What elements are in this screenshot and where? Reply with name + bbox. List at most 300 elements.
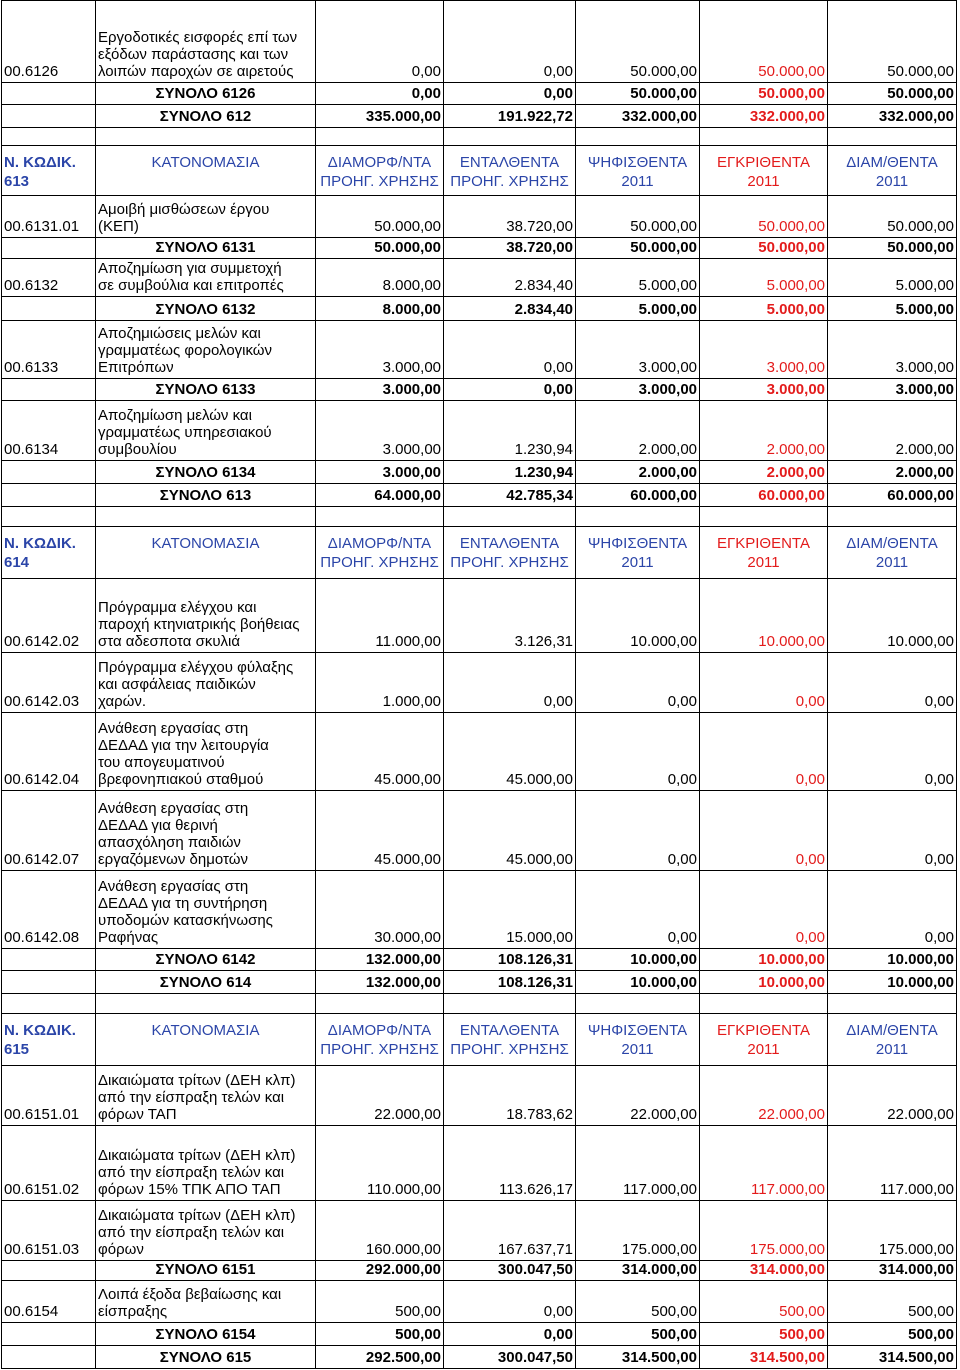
amended-prev-year-value: 3.000,00	[382, 381, 441, 398]
section-code: 613	[4, 173, 30, 190]
account-code-text: 00.6151.02	[4, 1181, 80, 1198]
voted-2011-cell	[576, 1281, 700, 1323]
paid-prev-year-cell	[444, 297, 576, 321]
approved-2011-cell	[700, 259, 828, 297]
voted-2011-value: 314.000,00	[621, 1261, 697, 1278]
description	[96, 579, 316, 653]
approved-2011-value: 0,00	[795, 693, 825, 710]
amended-prev-year-value: 11.000,00	[375, 633, 441, 650]
account-code-text: 00.6142.03	[4, 693, 80, 710]
total-label-text: ΣΥΝΟΛΟ 612	[159, 108, 252, 125]
amended-2011-value: 50.000,00	[887, 239, 954, 256]
total-label	[96, 461, 316, 484]
voted-2011-value: 50.000,00	[630, 218, 697, 235]
voted-2011-cell	[576, 83, 700, 105]
description-line: εξόδων παράστασης και των	[98, 46, 289, 63]
description-line: απασχόληση παιδιών	[98, 834, 241, 851]
column-header-code	[2, 1014, 96, 1066]
empty-cell	[2, 1261, 96, 1281]
paid-prev-year-value: 1.230,94	[514, 464, 573, 481]
voted-2011-cell	[576, 297, 700, 321]
column-subtitle: 2011	[747, 1041, 780, 1058]
voted-2011-cell	[576, 871, 700, 949]
voted-2011-value: 332.000,00	[621, 108, 697, 125]
amended-2011-cell	[828, 1323, 957, 1346]
description-line: από την είσπραξη τελών και	[98, 1164, 285, 1181]
amended-2011-value: 332.000,00	[878, 108, 954, 125]
approved-2011-value: 22.000,00	[758, 1106, 825, 1123]
description-line: είσπραξης	[98, 1303, 168, 1320]
voted-2011-cell	[576, 401, 700, 461]
paid-prev-year-value: 167.637,71	[497, 1241, 573, 1258]
paid-prev-year-cell	[444, 1126, 576, 1201]
empty-cell	[96, 994, 316, 1014]
description-line: ΔΕΔΑΔ για την λειτουργία	[98, 737, 269, 754]
column-header-name	[96, 1014, 316, 1066]
description	[96, 321, 316, 379]
paid-prev-year-cell	[444, 971, 576, 994]
account-code-text: 00.6151.03	[4, 1241, 80, 1258]
empty-cell	[828, 128, 957, 146]
description	[96, 259, 316, 297]
description-line: παροχή κτηνιατρικής βοήθειας	[98, 616, 300, 633]
description-line: Αμοιβή μισθώσεων έργου	[98, 201, 270, 218]
voted-2011-cell	[576, 713, 700, 791]
description-line: φόρων	[98, 1241, 144, 1258]
code-label: Ν. ΚΩΔΙΚ.	[4, 535, 76, 552]
paid-prev-year-cell	[444, 791, 576, 871]
empty-cell	[2, 484, 96, 507]
description-line: από την είσπραξη τελών και	[98, 1224, 285, 1241]
column-subtitle: ΠΡΟΗΓ. ΧΡΗΣΗΣ	[450, 173, 569, 190]
paid-prev-year-value: 300.047,50	[497, 1261, 573, 1278]
total-label-text: ΣΥΝΟΛΟ 6126	[155, 85, 256, 102]
amended-prev-year-value: 8.000,00	[382, 277, 441, 294]
description-line: από την είσπραξη τελών και	[98, 1089, 285, 1106]
approved-2011-value: 10.000,00	[758, 951, 825, 968]
column-header-code	[2, 146, 96, 196]
paid-prev-year-value: 2.834,40	[514, 301, 573, 318]
description-line: Δικαιώματα τρίτων (ΔΕΗ κλπ)	[98, 1207, 296, 1224]
approved-2011-value: 175.000,00	[749, 1241, 825, 1258]
amended-prev-year-value: 132.000,00	[365, 974, 441, 991]
amended-prev-year-cell	[316, 1201, 444, 1261]
amended-2011-value: 314.000,00	[878, 1261, 954, 1278]
paid-prev-year-value: 191.922,72	[497, 108, 573, 125]
approved-2011-value: 2.000,00	[766, 441, 825, 458]
paid-prev-year-cell	[444, 1281, 576, 1323]
empty-cell	[96, 507, 316, 527]
amended-2011-value: 5.000,00	[895, 301, 954, 318]
voted-2011-cell	[576, 949, 700, 971]
amended-2011-cell	[828, 379, 957, 401]
approved-2011-value: 3.000,00	[766, 381, 825, 398]
amended-2011-value: 117.000,00	[880, 1181, 954, 1198]
total-label-text: ΣΥΝΟΛΟ 6151	[155, 1261, 256, 1278]
column-header-approved-2011	[700, 527, 828, 579]
total-label	[96, 1346, 316, 1369]
empty-cell	[2, 128, 96, 146]
paid-prev-year-cell	[444, 461, 576, 484]
voted-2011-cell	[576, 321, 700, 379]
column-title: ΔΙΑΜ/ΘΕΝΤΑ	[846, 535, 938, 552]
amended-2011-cell	[828, 1, 957, 83]
paid-prev-year-cell	[444, 1261, 576, 1281]
approved-2011-value: 0,00	[795, 929, 825, 946]
amended-2011-value: 175.000,00	[878, 1241, 954, 1258]
approved-2011-cell	[700, 321, 828, 379]
description	[96, 401, 316, 461]
column-subtitle: ΠΡΟΗΓ. ΧΡΗΣΗΣ	[450, 1041, 569, 1058]
column-subtitle: 2011	[875, 173, 909, 190]
column-subtitle: ΠΡΟΗΓ. ΧΡΗΣΗΣ	[320, 554, 439, 571]
approved-2011-cell	[700, 1201, 828, 1261]
paid-prev-year-value: 0,00	[543, 1326, 573, 1343]
name-label: ΚΑΤΟΝΟΜΑΣΙΑ	[151, 535, 260, 552]
voted-2011-cell	[576, 791, 700, 871]
description	[96, 871, 316, 949]
empty-cell	[2, 1323, 96, 1346]
description	[96, 196, 316, 238]
paid-prev-year-cell	[444, 1, 576, 83]
amended-prev-year-value: 292.500,00	[365, 1349, 441, 1366]
voted-2011-value: 5.000,00	[638, 301, 697, 318]
account-code-text: 00.6142.07	[4, 851, 80, 868]
amended-prev-year-cell	[316, 1261, 444, 1281]
voted-2011-cell	[576, 196, 700, 238]
column-header-name	[96, 146, 316, 196]
amended-prev-year-cell	[316, 297, 444, 321]
amended-prev-year-cell	[316, 461, 444, 484]
paid-prev-year-cell	[444, 321, 576, 379]
paid-prev-year-value: 2.834,40	[514, 277, 573, 294]
total-label	[96, 1323, 316, 1346]
description-line: σε συμβούλια και επιτροπές	[98, 277, 284, 294]
amended-2011-cell	[828, 1346, 957, 1369]
amended-prev-year-cell	[316, 1066, 444, 1126]
voted-2011-value: 0,00	[667, 851, 697, 868]
voted-2011-value: 10.000,00	[630, 951, 697, 968]
approved-2011-cell	[700, 1, 828, 83]
amended-2011-value: 22.000,00	[887, 1106, 954, 1123]
amended-prev-year-value: 50.000,00	[374, 218, 441, 235]
empty-cell	[444, 507, 576, 527]
total-label-text: ΣΥΝΟΛΟ 613	[159, 487, 252, 504]
amended-2011-value: 10.000,00	[887, 951, 954, 968]
voted-2011-value: 314.500,00	[621, 1349, 697, 1366]
column-header-amended-2011	[828, 527, 957, 579]
approved-2011-value: 10.000,00	[758, 974, 825, 991]
total-label	[96, 297, 316, 321]
amended-prev-year-cell	[316, 259, 444, 297]
paid-prev-year-value: 15.000,00	[506, 929, 573, 946]
approved-2011-value: 50.000,00	[758, 63, 825, 80]
amended-prev-year-cell	[316, 401, 444, 461]
amended-2011-value: 3.000,00	[895, 381, 954, 398]
column-subtitle: 2011	[621, 1041, 654, 1058]
amended-prev-year-cell	[316, 579, 444, 653]
amended-2011-cell	[828, 1126, 957, 1201]
voted-2011-value: 175.000,00	[621, 1241, 697, 1258]
column-header-voted-2011	[576, 146, 700, 196]
approved-2011-value: 500,00	[779, 1303, 825, 1320]
column-header-amended-2011	[828, 146, 957, 196]
empty-cell	[2, 238, 96, 259]
column-subtitle: 2011	[875, 1041, 909, 1058]
amended-prev-year-value: 8.000,00	[382, 301, 441, 318]
column-header-paid-prev-year	[444, 527, 576, 579]
voted-2011-cell	[576, 653, 700, 713]
amended-2011-cell	[828, 461, 957, 484]
amended-2011-cell	[828, 196, 957, 238]
paid-prev-year-cell	[444, 1346, 576, 1369]
amended-prev-year-cell	[316, 949, 444, 971]
column-header-name	[96, 527, 316, 579]
voted-2011-value: 0,00	[667, 693, 697, 710]
description-line: υποδομών κατασκήνωσης	[98, 912, 273, 929]
approved-2011-cell	[700, 461, 828, 484]
total-label-text: ΣΥΝΟΛΟ 615	[159, 1349, 252, 1366]
amended-prev-year-value: 132.000,00	[365, 951, 441, 968]
description-line: στα αδεσποτα σκυλιά	[98, 633, 241, 650]
description-line: εργαζόμενων δημοτών	[98, 851, 248, 868]
account-code-text: 00.6134	[4, 441, 59, 458]
description-line: χαρών.	[98, 693, 147, 710]
amended-2011-cell	[828, 1066, 957, 1126]
empty-cell	[2, 971, 96, 994]
column-header-code	[2, 527, 96, 579]
account-code	[2, 871, 96, 949]
total-label-text: ΣΥΝΟΛΟ 6132	[155, 301, 256, 318]
empty-cell	[2, 379, 96, 401]
empty-cell	[444, 994, 576, 1014]
description-line: βρεφονηπιακού σταθμού	[98, 771, 264, 788]
description	[96, 713, 316, 791]
account-code	[2, 791, 96, 871]
voted-2011-value: 5.000,00	[638, 277, 697, 294]
empty-cell	[316, 507, 444, 527]
amended-prev-year-value: 160.000,00	[365, 1241, 441, 1258]
approved-2011-cell	[700, 1346, 828, 1369]
amended-2011-cell	[828, 297, 957, 321]
paid-prev-year-value: 108.126,31	[497, 974, 573, 991]
amended-prev-year-cell	[316, 321, 444, 379]
voted-2011-value: 10.000,00	[630, 633, 697, 650]
amended-2011-value: 0,00	[924, 851, 954, 868]
paid-prev-year-value: 300.047,50	[497, 1349, 573, 1366]
column-header-approved-2011	[700, 146, 828, 196]
approved-2011-value: 3.000,00	[766, 359, 825, 376]
section-code: 614	[4, 554, 30, 571]
amended-2011-cell	[828, 791, 957, 871]
paid-prev-year-value: 3.126,31	[514, 633, 573, 650]
account-code	[2, 196, 96, 238]
amended-2011-value: 50.000,00	[887, 218, 954, 235]
paid-prev-year-cell	[444, 949, 576, 971]
paid-prev-year-value: 0,00	[543, 693, 573, 710]
amended-prev-year-cell	[316, 379, 444, 401]
voted-2011-cell	[576, 105, 700, 128]
total-label	[96, 105, 316, 128]
amended-2011-cell	[828, 653, 957, 713]
paid-prev-year-cell	[444, 579, 576, 653]
empty-cell	[576, 128, 700, 146]
approved-2011-value: 0,00	[795, 851, 825, 868]
amended-2011-value: 50.000,00	[887, 85, 954, 102]
paid-prev-year-cell	[444, 401, 576, 461]
approved-2011-value: 314.500,00	[749, 1349, 825, 1366]
amended-2011-cell	[828, 579, 957, 653]
amended-prev-year-cell	[316, 83, 444, 105]
amended-prev-year-value: 292.000,00	[365, 1261, 441, 1278]
column-subtitle: 2011	[875, 554, 909, 571]
paid-prev-year-cell	[444, 653, 576, 713]
amended-prev-year-value: 50.000,00	[374, 239, 441, 256]
approved-2011-cell	[700, 83, 828, 105]
empty-cell	[2, 994, 96, 1014]
description-line: γραμματέως υπηρεσιακού	[98, 424, 272, 441]
paid-prev-year-value: 1.230,94	[514, 441, 573, 458]
column-header-amended-prev-year	[316, 527, 444, 579]
voted-2011-cell	[576, 484, 700, 507]
description-line: Ανάθεση εργασίας στη	[98, 800, 249, 817]
account-code	[2, 259, 96, 297]
description-line: του απογευματινού	[98, 754, 225, 771]
amended-prev-year-value: 3.000,00	[382, 359, 441, 376]
description	[96, 791, 316, 871]
amended-2011-value: 314.500,00	[878, 1349, 954, 1366]
voted-2011-value: 2.000,00	[638, 441, 697, 458]
column-subtitle: 2011	[621, 554, 654, 571]
total-label-text: ΣΥΝΟΛΟ 6134	[155, 464, 256, 481]
column-subtitle: ΠΡΟΗΓ. ΧΡΗΣΗΣ	[320, 173, 439, 190]
account-code	[2, 401, 96, 461]
column-title: ΕΓΚΡΙΘΕΝΤΑ	[716, 535, 810, 552]
amended-2011-cell	[828, 1201, 957, 1261]
amended-2011-value: 2.000,00	[895, 441, 954, 458]
amended-2011-cell	[828, 484, 957, 507]
approved-2011-cell	[700, 484, 828, 507]
empty-cell	[700, 994, 828, 1014]
description-line: Δικαιώματα τρίτων (ΔΕΗ κλπ)	[98, 1072, 296, 1089]
amended-prev-year-value: 64.000,00	[374, 487, 441, 504]
approved-2011-cell	[700, 949, 828, 971]
column-header-amended-prev-year	[316, 146, 444, 196]
empty-cell	[316, 994, 444, 1014]
paid-prev-year-cell	[444, 379, 576, 401]
empty-cell	[700, 507, 828, 527]
amended-2011-cell	[828, 1261, 957, 1281]
description-line: γραμματέως φορολογικών	[98, 342, 273, 359]
amended-prev-year-value: 3.000,00	[382, 464, 441, 481]
column-title: ΔΙΑΜΟΡΦ/ΝΤΑ	[327, 535, 432, 552]
voted-2011-value: 3.000,00	[638, 381, 697, 398]
approved-2011-cell	[700, 1323, 828, 1346]
description-line: Πρόγραμμα ελέγχου και	[98, 599, 257, 616]
total-label-text: ΣΥΝΟΛΟ 614	[159, 974, 252, 991]
approved-2011-cell	[700, 1281, 828, 1323]
voted-2011-value: 22.000,00	[630, 1106, 697, 1123]
total-label	[96, 379, 316, 401]
approved-2011-cell	[700, 105, 828, 128]
description-line: Αποζημίωση μελών και	[98, 407, 252, 424]
voted-2011-value: 0,00	[667, 929, 697, 946]
approved-2011-cell	[700, 238, 828, 259]
approved-2011-value: 10.000,00	[758, 633, 825, 650]
amended-2011-value: 2.000,00	[895, 464, 954, 481]
total-label-text: ΣΥΝΟΛΟ 6131	[155, 239, 256, 256]
column-header-amended-2011	[828, 1014, 957, 1066]
approved-2011-cell	[700, 196, 828, 238]
description	[96, 1, 316, 83]
amended-2011-cell	[828, 1281, 957, 1323]
empty-cell	[444, 128, 576, 146]
code-label: Ν. ΚΩΔΙΚ.	[4, 154, 76, 171]
approved-2011-value: 2.000,00	[766, 464, 825, 481]
approved-2011-cell	[700, 653, 828, 713]
approved-2011-cell	[700, 1261, 828, 1281]
paid-prev-year-value: 0,00	[543, 359, 573, 376]
amended-2011-value: 3.000,00	[895, 359, 954, 376]
section-code: 615	[4, 1041, 30, 1058]
paid-prev-year-value: 38.720,00	[506, 218, 573, 235]
amended-prev-year-cell	[316, 1, 444, 83]
description-line: και ασφάλειας παιδικών	[98, 676, 256, 693]
amended-prev-year-value: 0,00	[411, 85, 441, 102]
code-label: Ν. ΚΩΔΙΚ.	[4, 1022, 76, 1039]
total-label-text: ΣΥΝΟΛΟ 6154	[155, 1326, 256, 1343]
column-title: ΨΗΦΙΣΘΕΝΤΑ	[587, 1022, 688, 1039]
description-line: (ΚΕΠ)	[98, 218, 139, 235]
amended-2011-value: 500,00	[908, 1326, 954, 1343]
amended-prev-year-cell	[316, 484, 444, 507]
empty-cell	[316, 128, 444, 146]
amended-2011-cell	[828, 949, 957, 971]
approved-2011-value: 50.000,00	[758, 85, 825, 102]
paid-prev-year-value: 38.720,00	[506, 239, 573, 256]
description-line: ΔΕΔΑΔ για τη συντήρηση	[98, 895, 268, 912]
voted-2011-value: 0,00	[667, 771, 697, 788]
approved-2011-value: 0,00	[795, 771, 825, 788]
empty-cell	[576, 994, 700, 1014]
name-label: ΚΑΤΟΝΟΜΑΣΙΑ	[151, 1022, 260, 1039]
column-title: ΕΝΤΑΛΘΕΝΤΑ	[459, 535, 560, 552]
description-line: Ανάθεση εργασίας στη	[98, 720, 249, 737]
paid-prev-year-cell	[444, 105, 576, 128]
amended-prev-year-value: 500,00	[395, 1303, 441, 1320]
column-title: ΔΙΑΜΟΡΦ/ΝΤΑ	[327, 154, 432, 171]
account-code-text: 00.6142.08	[4, 929, 80, 946]
column-header-amended-prev-year	[316, 1014, 444, 1066]
voted-2011-cell	[576, 259, 700, 297]
description-line: συμβουλίου	[98, 441, 177, 458]
empty-cell	[2, 297, 96, 321]
total-label	[96, 238, 316, 259]
amended-2011-cell	[828, 105, 957, 128]
column-header-voted-2011	[576, 1014, 700, 1066]
approved-2011-value: 117.000,00	[751, 1181, 825, 1198]
paid-prev-year-value: 108.126,31	[497, 951, 573, 968]
total-label	[96, 971, 316, 994]
paid-prev-year-cell	[444, 259, 576, 297]
approved-2011-cell	[700, 871, 828, 949]
approved-2011-cell	[700, 791, 828, 871]
voted-2011-cell	[576, 461, 700, 484]
amended-2011-value: 0,00	[924, 693, 954, 710]
account-code	[2, 1281, 96, 1323]
amended-prev-year-value: 22.000,00	[374, 1106, 441, 1123]
description-line: Πρόγραμμα ελέγχου φύλαξης	[98, 659, 294, 676]
